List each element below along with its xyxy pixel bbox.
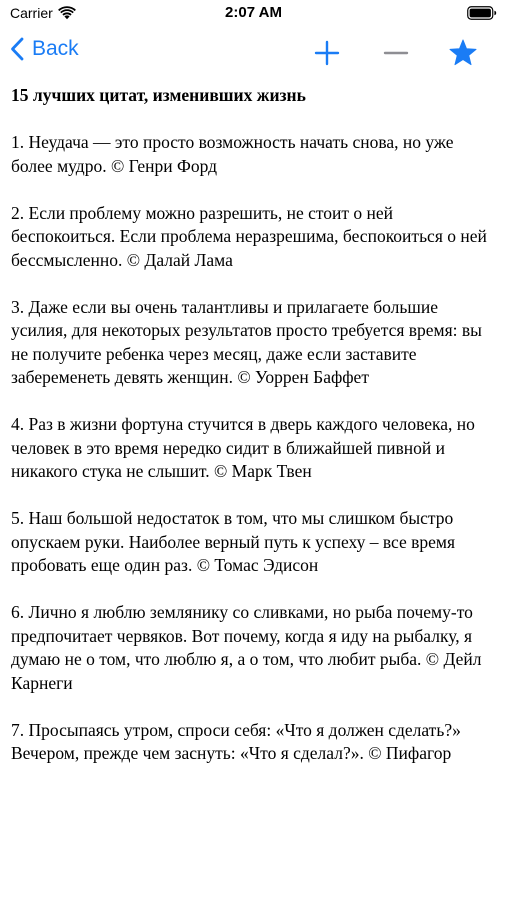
carrier-label: Carrier <box>10 5 53 21</box>
back-button-label: Back <box>32 37 79 60</box>
back-button[interactable] <box>10 37 79 61</box>
article-title: 15 лучших цитат, изменивших жизнь <box>11 85 306 105</box>
quote-paragraph: 2. Если проблему можно разрешить, не стоит о ней беспокоиться. Если проблема неразрешима, беспокоиться о ней бессмысленно. © Далай Лама <box>11 202 487 270</box>
plus-icon[interactable] <box>312 38 342 68</box>
quote-paragraph: 1. Неудача — это просто возможность начать снова, но уже более мудро. © Генри Форд <box>11 132 454 176</box>
chevron-left-icon <box>10 37 24 61</box>
navigation-bar <box>0 30 507 76</box>
star-icon[interactable] <box>448 38 478 68</box>
status-time: 2:07 AM <box>225 4 282 21</box>
quote-paragraph: 7. Просыпаясь утром, спроси себя: «Что я должен сделать?» Вечером, прежде чем заснуть: «Что я сделал?». © Пифагор <box>11 719 461 763</box>
status-bar <box>0 0 507 28</box>
minus-icon[interactable] <box>381 38 411 68</box>
quote-paragraph: 6. Лично я люблю землянику со сливками, но рыба почему-то предпочитает червяков. Вот почему, когда я иду на рыбалку, я думаю не о том, что люблю я, а о том, что любит рыба. © Дейл Карнеги <box>11 602 482 693</box>
quote-paragraph: 5. Наш большой недостаток в том, что мы слишком быстро опускаем руки. Наиболее верный путь к успеху – все время пробовать еще один раз. © Томас Эдисон <box>11 508 456 575</box>
battery-icon <box>467 6 497 20</box>
quote-paragraph: 3. Даже если вы очень талантливы и прилагаете большие усилия, для некоторых результатов просто требуется время: вы не получите ребенка через месяц, даже если заставите забеременеть девять женщин. © Уоррен Баффет <box>11 296 482 387</box>
quote-paragraph: 4. Раз в жизни фортуна стучится в дверь каждого человека, но человек в это время нередко сидит в ближайшей пивной и никакого стука не слышит. © Марк Твен <box>11 414 475 481</box>
article-content <box>11 84 497 789</box>
